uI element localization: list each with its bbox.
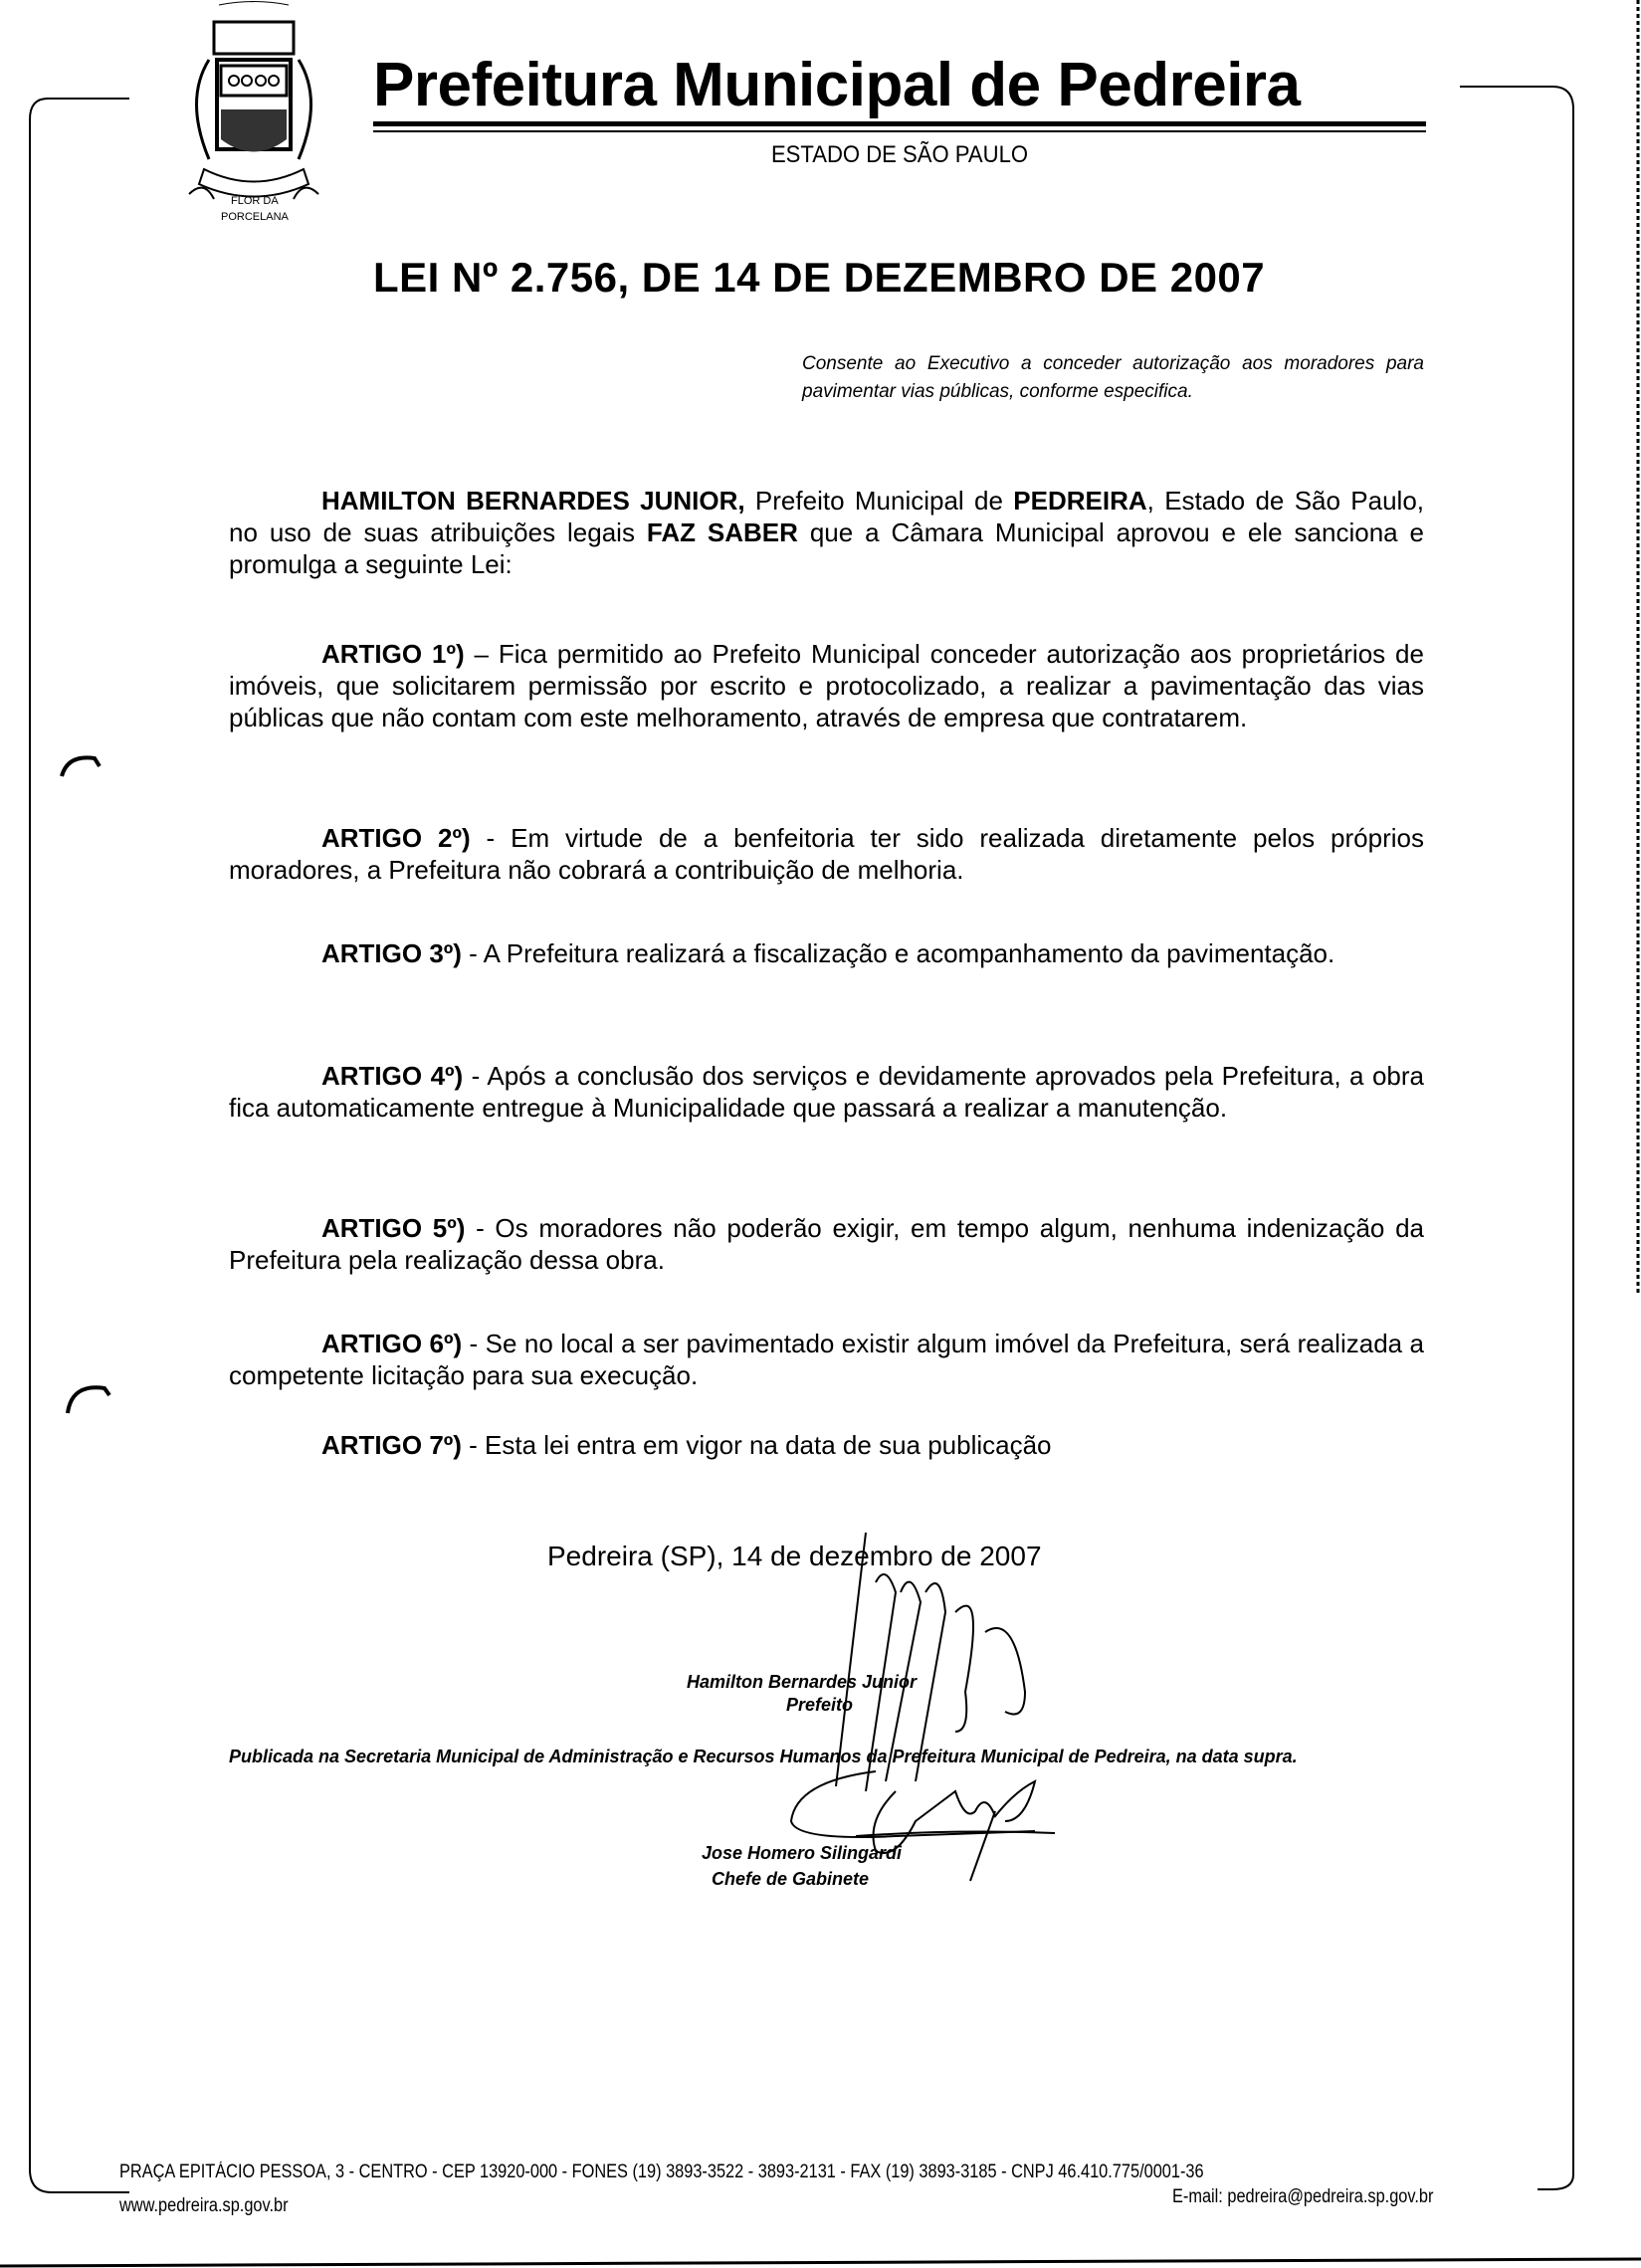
law-ementa: Consente ao Executivo a conceder autorização aos moradores para pavimentar vias públicas, conforme especifica. [802,353,1424,402]
article-1 [229,638,1424,733]
preamble-text: que a Câmara Municipal aprovou e ele sanciona e promulga a seguinte Lei: [229,517,1424,579]
coat-of-arms-logo [149,0,358,234]
law-title: LEI Nº 2.756, DE 14 DE DEZEMBRO DE 2007 [373,254,1266,301]
preamble-text: Prefeito Municipal de [744,486,1014,515]
signer1-role: Prefeito [786,1695,854,1715]
article-7 [229,1429,1424,1461]
signer2-role: Chefe de Gabinete [712,1869,870,1889]
article-3 [229,937,1424,969]
footer-address: PRAÇA EPITÁCIO PESSOA, 3 - CENTRO - CEP 13920-000 - FONES (19) 3893-3522 - 3893-2131 - FAX (19) 3893-3185 - CNPJ 46.410.775/0001-36 [119,2162,1204,2182]
footer-email[interactable]: E-mail: pedreira@pedreira.sp.gov.br [1172,2186,1434,2207]
article-text: - Os moradores não poderão exigir, em tempo algum, nenhuma indenização da Prefeitura pela realização dessa obra. [229,1213,1424,1275]
article-6 [229,1328,1424,1391]
article-text: - Se no local a ser pavimentado existir algum imóvel da Prefeitura, será realizada a competente licitação para sua execução. [229,1329,1424,1390]
punch-mark [68,1387,109,1413]
signer2-name: Jose Homero Silingardi [702,1843,903,1863]
preamble-text: , Estado de São Paulo, no uso de suas atribuições legais [229,486,1425,547]
header-rule [373,121,1426,126]
header-subtitle: ESTADO DE SÃO PAULO [770,141,1029,168]
article-text: - Após a conclusão dos serviços e devidamente aprovados pela Prefeitura, a obra fica automaticamente entregue à Municipalidade que passará a realizar a manutenção. [229,1061,1424,1123]
article-label: ARTIGO 7º) [321,1430,462,1460]
logo-motto-porcelana: PORCELANA [221,211,289,223]
header-title: Prefeitura Municipal de Pedreira [373,51,1301,119]
article-label: ARTIGO 5º) [321,1213,466,1243]
preamble [229,485,1424,580]
faz-saber: FAZ SABER [646,517,798,547]
article-label: ARTIGO 4º) [321,1061,464,1091]
city-name: PEDREIRA [1013,486,1147,515]
header-rule-thin [373,130,1426,132]
article-label: ARTIGO 2º) [321,823,471,853]
article-label: ARTIGO 3º) [321,938,462,968]
article-label: ARTIGO 6º) [321,1329,463,1358]
article-text: - Em virtude de a benfeitoria ter sido realizada diretamente pelos próprios moradores, a Prefeitura não cobrará a contribuição de melhoria. [229,823,1424,885]
punch-mark [62,757,100,776]
signer1-name: Hamilton Bernardes Junior [687,1672,918,1692]
article-2 [229,822,1424,886]
signing-date: Pedreira (SP), 14 de dezembro de 2007 [547,1541,1042,1571]
article-text: - A Prefeitura realizará a fiscalização e acompanhamento da pavimentação. [461,938,1335,968]
footer-website[interactable]: www.pedreira.sp.gov.br [119,2195,289,2216]
article-5 [229,1212,1424,1276]
article-text: – Fica permitido ao Prefeito Municipal conceder autorização aos proprietários de imóveis, que solicitarem permissão por escrito e protocolizado, a realizar a pavimentação das vias públicas que não contam com este melhoramento, através de empresa que contratarem. [229,639,1424,732]
publication-note: Publicada na Secretaria Municipal de Administração e Recursos Humanos da Prefeitura Municipal de Pedreira, na data supra. [229,1747,1298,1766]
mayor-name: HAMILTON BERNARDES JUNIOR, [321,486,745,515]
logo-motto-flor: FLOR DA [231,195,279,207]
article-4 [229,1060,1424,1124]
article-text: - Esta lei entra em vigor na data de sua publicação [461,1430,1052,1460]
article-label: ARTIGO 1º) [321,639,465,669]
